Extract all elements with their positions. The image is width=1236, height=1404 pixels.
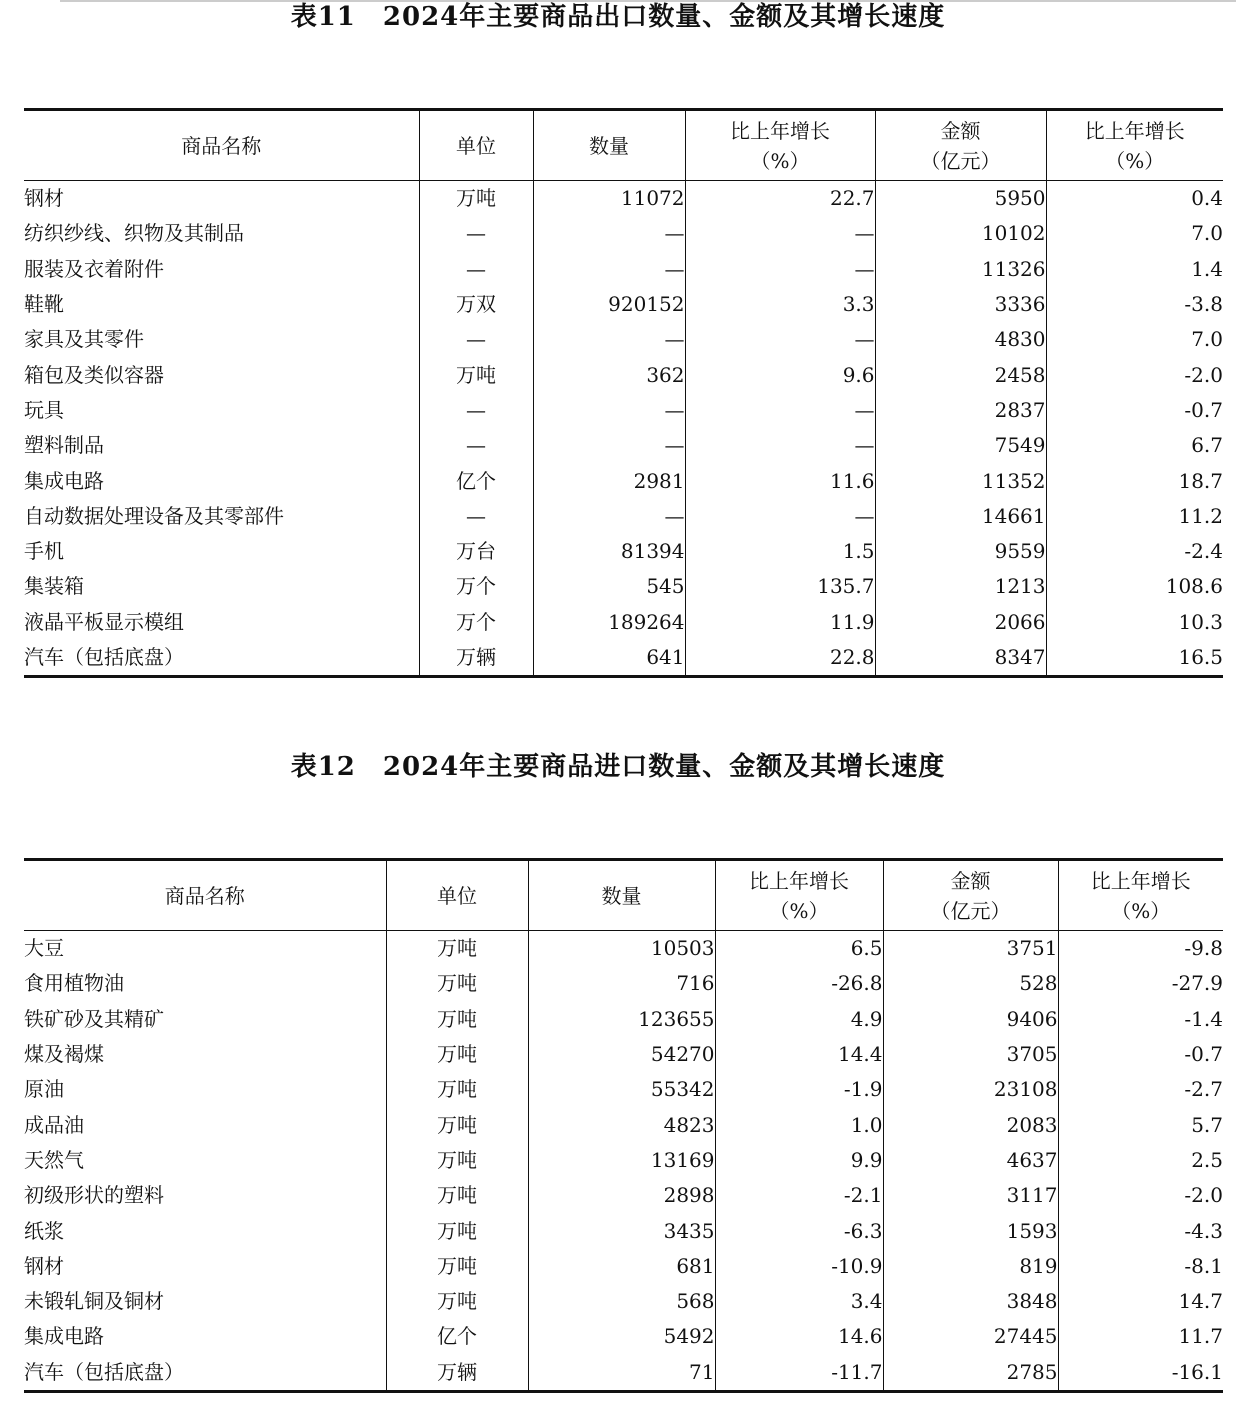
cell-amt-growth: -2.7 — [1058, 1072, 1223, 1107]
cell-name: 服装及衣着附件 — [24, 256, 164, 281]
cell-unit: — — [419, 322, 533, 357]
cell-quantity: — — [533, 216, 685, 251]
cell-amt-growth: 14.7 — [1058, 1284, 1223, 1319]
cell-amt-growth: 1.4 — [1046, 252, 1223, 287]
cell-amt-growth: 18.7 — [1046, 463, 1223, 498]
cell-quantity: 11072 — [533, 181, 685, 217]
header-name: 商品名称 — [24, 860, 386, 931]
cell-unit: — — [419, 499, 533, 534]
cell-qty-growth: — — [685, 393, 875, 428]
cell-amt-growth: -2.4 — [1046, 534, 1223, 569]
table-row — [24, 534, 1223, 569]
cell-qty-growth: — — [685, 216, 875, 251]
cell-unit: 万吨 — [386, 966, 528, 1001]
cell-quantity: 2898 — [528, 1178, 715, 1213]
cell-amount: 1213 — [875, 569, 1046, 604]
cell-quantity: 641 — [533, 640, 685, 677]
header-qty-growth — [715, 860, 883, 931]
cell-name: 集成电路 — [24, 468, 104, 493]
cell-amount: 7549 — [875, 428, 1046, 463]
cell-unit: 万吨 — [386, 931, 528, 967]
cell-unit: — — [419, 428, 533, 463]
cell-unit: — — [419, 252, 533, 287]
table-row — [24, 216, 1223, 251]
header-qty-growth-line2: （%） — [769, 898, 829, 923]
cell-quantity: 54270 — [528, 1037, 715, 1072]
table-row — [24, 322, 1223, 357]
table-header-row — [24, 110, 1223, 181]
cell-amount: 9559 — [875, 534, 1046, 569]
table-row — [24, 499, 1223, 534]
cell-amt-growth: 6.7 — [1046, 428, 1223, 463]
cell-unit: 万吨 — [386, 1284, 528, 1319]
cell-name: 钢材 — [24, 1253, 64, 1278]
cell-amount: 11326 — [875, 252, 1046, 287]
cell-qty-growth: 22.8 — [685, 640, 875, 677]
cell-quantity: 123655 — [528, 1002, 715, 1037]
cell-amt-growth: 11.7 — [1058, 1319, 1223, 1354]
cell-name: 未锻轧铜及铜材 — [24, 1289, 164, 1314]
cell-name: 手机 — [24, 539, 64, 564]
cell-quantity: 3435 — [528, 1213, 715, 1248]
cell-amount: 5950 — [875, 181, 1046, 217]
cell-name: 塑料制品 — [24, 433, 104, 458]
cell-quantity: 568 — [528, 1284, 715, 1319]
cell-amt-growth: -1.4 — [1058, 1002, 1223, 1037]
cell-qty-growth: — — [685, 252, 875, 287]
table-row — [24, 1107, 1223, 1142]
cell-amt-growth: -16.1 — [1058, 1355, 1223, 1392]
header-amt-growth-line1: 比上年增长 — [1090, 868, 1191, 893]
cell-unit: 亿个 — [419, 463, 533, 498]
cell-unit: 万吨 — [386, 1107, 528, 1142]
cell-quantity: — — [533, 499, 685, 534]
cell-quantity: 55342 — [528, 1072, 715, 1107]
cell-quantity: 71 — [528, 1355, 715, 1392]
cell-amt-growth: -9.8 — [1058, 931, 1223, 967]
table-row — [24, 931, 1223, 967]
cell-unit: — — [419, 393, 533, 428]
cell-amount: 3848 — [883, 1284, 1058, 1319]
cell-unit: 万吨 — [419, 181, 533, 217]
header-amount-line2: （亿元） — [930, 898, 1011, 923]
cell-unit: 万吨 — [419, 357, 533, 392]
table-row — [24, 252, 1223, 287]
cell-qty-growth: 6.5 — [715, 931, 883, 967]
cell-amount: 14661 — [875, 499, 1046, 534]
header-qty-growth-line1: 比上年增长 — [749, 868, 849, 893]
cell-unit: 万吨 — [386, 1213, 528, 1248]
cell-qty-growth: 3.3 — [685, 287, 875, 322]
cell-name: 成品油 — [24, 1112, 84, 1137]
cell-amt-growth: -0.7 — [1046, 393, 1223, 428]
cell-amount: 3117 — [883, 1178, 1058, 1213]
cell-qty-growth: 11.6 — [685, 463, 875, 498]
table-row — [24, 1284, 1223, 1319]
header-amt-growth — [1058, 860, 1223, 931]
table-row — [24, 287, 1223, 322]
cell-amt-growth: -27.9 — [1058, 966, 1223, 1001]
cell-amt-growth: 16.5 — [1046, 640, 1223, 677]
cell-amt-growth: -0.7 — [1058, 1037, 1223, 1072]
cell-amount: 3751 — [883, 931, 1058, 967]
cell-quantity: 545 — [533, 569, 685, 604]
cell-amt-growth: 11.2 — [1046, 499, 1223, 534]
cell-amount: 3705 — [883, 1037, 1058, 1072]
cell-amt-growth: 5.7 — [1058, 1107, 1223, 1142]
cell-unit: — — [419, 216, 533, 251]
header-name: 商品名称 — [24, 110, 419, 181]
cell-qty-growth: 14.4 — [715, 1037, 883, 1072]
table-row — [24, 181, 1223, 217]
cell-quantity: 5492 — [528, 1319, 715, 1354]
cell-quantity: 13169 — [528, 1143, 715, 1178]
cell-amt-growth: -4.3 — [1058, 1213, 1223, 1248]
cell-quantity: 2981 — [533, 463, 685, 498]
table-row — [24, 1002, 1223, 1037]
table-row — [24, 1037, 1223, 1072]
cell-amt-growth: -3.8 — [1046, 287, 1223, 322]
cell-amount: 11352 — [875, 463, 1046, 498]
table-row — [24, 393, 1223, 428]
cell-qty-growth: 11.9 — [685, 605, 875, 640]
cell-quantity: — — [533, 428, 685, 463]
cell-name: 汽车（包括底盘） — [24, 640, 419, 677]
header-amt-growth-line2: （%） — [1111, 898, 1171, 923]
cell-amount: 4637 — [883, 1143, 1058, 1178]
cell-amt-growth: -2.0 — [1046, 357, 1223, 392]
cell-amt-growth: -8.1 — [1058, 1249, 1223, 1284]
cell-amount: 1593 — [883, 1213, 1058, 1248]
cell-name: 自动数据处理设备及其零部件 — [24, 503, 284, 528]
cell-quantity: — — [533, 252, 685, 287]
cell-amount: 8347 — [875, 640, 1046, 677]
cell-name: 汽车（包括底盘） — [24, 1355, 386, 1392]
cell-name: 纺织纱线、织物及其制品 — [24, 221, 244, 246]
cell-qty-growth: -2.1 — [715, 1178, 883, 1213]
cell-unit: 万吨 — [386, 1072, 528, 1107]
table12-title: 表12 2024年主要商品进口数量、金额及其增长速度 — [290, 752, 946, 782]
cell-name: 初级形状的塑料 — [24, 1183, 164, 1208]
cell-amt-growth: 7.0 — [1046, 216, 1223, 251]
cell-qty-growth: -10.9 — [715, 1249, 883, 1284]
header-amount — [883, 860, 1058, 931]
cell-amt-growth: 0.4 — [1046, 181, 1223, 217]
table-row — [24, 1249, 1223, 1284]
cell-name: 食用植物油 — [24, 971, 124, 996]
header-amt-growth-line1: 比上年增长 — [1084, 118, 1185, 143]
cell-amount: 2083 — [883, 1107, 1058, 1142]
cell-amount: 3336 — [875, 287, 1046, 322]
header-qty-growth-line1: 比上年增长 — [730, 118, 830, 143]
cell-name: 集成电路 — [24, 1324, 104, 1349]
cell-amount: 2458 — [875, 357, 1046, 392]
cell-quantity: 10503 — [528, 931, 715, 967]
table-row — [24, 1178, 1223, 1213]
cell-amount: 2066 — [875, 605, 1046, 640]
table-row — [24, 640, 1223, 677]
table-row — [24, 966, 1223, 1001]
header-amt-growth — [1046, 110, 1223, 181]
table-row — [24, 463, 1223, 498]
table-row — [24, 1143, 1223, 1178]
header-amt-growth-line2: （%） — [1105, 148, 1165, 173]
cell-unit: 万吨 — [386, 1249, 528, 1284]
table-row — [24, 605, 1223, 640]
cell-quantity: 362 — [533, 357, 685, 392]
cell-qty-growth: 135.7 — [685, 569, 875, 604]
cell-qty-growth: — — [685, 428, 875, 463]
cell-amt-growth: 108.6 — [1046, 569, 1223, 604]
cell-name: 玩具 — [24, 397, 64, 422]
cell-name: 煤及褐煤 — [24, 1042, 104, 1067]
header-amount-line2: （亿元） — [920, 148, 1001, 173]
cell-amt-growth: -2.0 — [1058, 1178, 1223, 1213]
cell-quantity: 81394 — [533, 534, 685, 569]
header-amount-line1: 金额 — [940, 118, 981, 143]
cell-qty-growth: 14.6 — [715, 1319, 883, 1354]
cell-unit: 万吨 — [386, 1002, 528, 1037]
header-qty-growth — [685, 110, 875, 181]
cell-quantity: 4823 — [528, 1107, 715, 1142]
cell-qty-growth: 9.6 — [685, 357, 875, 392]
export-table — [24, 108, 1223, 678]
cell-unit: 万吨 — [386, 1178, 528, 1213]
cell-amount: 23108 — [883, 1072, 1058, 1107]
cell-unit: 万个 — [419, 569, 533, 604]
cell-quantity: 716 — [528, 966, 715, 1001]
cell-amount: 819 — [883, 1249, 1058, 1284]
table-row — [24, 1319, 1223, 1354]
header-quantity: 数量 — [533, 110, 685, 181]
header-unit: 单位 — [419, 110, 533, 181]
table-row — [24, 428, 1223, 463]
cell-amt-growth: 10.3 — [1046, 605, 1223, 640]
cell-name: 铁矿砂及其精矿 — [24, 1006, 164, 1031]
header-qty-growth-line2: （%） — [750, 148, 810, 173]
cell-name: 鞋靴 — [24, 292, 64, 317]
cell-qty-growth: — — [685, 322, 875, 357]
table-row — [24, 1355, 1223, 1392]
cell-unit: 万辆 — [386, 1355, 528, 1392]
cell-unit: 万吨 — [386, 1037, 528, 1072]
cell-name: 家具及其零件 — [24, 327, 144, 352]
cell-quantity: — — [533, 322, 685, 357]
table-row — [24, 569, 1223, 604]
header-amount-line1: 金额 — [950, 868, 991, 893]
cell-qty-growth: 9.9 — [715, 1143, 883, 1178]
cell-qty-growth: -1.9 — [715, 1072, 883, 1107]
cell-amount: 4830 — [875, 322, 1046, 357]
cell-quantity: 681 — [528, 1249, 715, 1284]
cell-amt-growth: 2.5 — [1058, 1143, 1223, 1178]
cell-qty-growth: -26.8 — [715, 966, 883, 1001]
cell-amount: 2837 — [875, 393, 1046, 428]
cell-quantity: 920152 — [533, 287, 685, 322]
header-quantity: 数量 — [528, 860, 715, 931]
header-amount — [875, 110, 1046, 181]
cell-unit: 万双 — [419, 287, 533, 322]
cell-name: 原油 — [24, 1077, 64, 1102]
cell-name: 箱包及类似容器 — [24, 362, 164, 387]
cell-quantity: 189264 — [533, 605, 685, 640]
table-row — [24, 357, 1223, 392]
cell-unit: 万辆 — [419, 640, 533, 677]
cell-name: 液晶平板显示模组 — [24, 609, 184, 634]
cell-qty-growth: — — [685, 499, 875, 534]
header-unit: 单位 — [386, 860, 528, 931]
cell-name: 大豆 — [24, 936, 64, 961]
import-table — [24, 858, 1223, 1393]
cell-name: 天然气 — [24, 1147, 84, 1172]
cell-unit: 亿个 — [386, 1319, 528, 1354]
cell-qty-growth: -11.7 — [715, 1355, 883, 1392]
cell-qty-growth: 1.0 — [715, 1107, 883, 1142]
cell-amount: 2785 — [883, 1355, 1058, 1392]
cell-amount: 27445 — [883, 1319, 1058, 1354]
cell-amount: 9406 — [883, 1002, 1058, 1037]
cell-qty-growth: 22.7 — [685, 181, 875, 217]
cell-unit: 万吨 — [386, 1143, 528, 1178]
cell-amt-growth: 7.0 — [1046, 322, 1223, 357]
cell-name: 集装箱 — [24, 574, 84, 599]
cell-qty-growth: -6.3 — [715, 1213, 883, 1248]
cell-amount: 528 — [883, 966, 1058, 1001]
cell-name: 纸浆 — [24, 1218, 64, 1243]
cell-qty-growth: 1.5 — [685, 534, 875, 569]
cell-qty-growth: 3.4 — [715, 1284, 883, 1319]
cell-name: 钢材 — [24, 186, 64, 211]
table11-title: 表11 2024年主要商品出口数量、金额及其增长速度 — [290, 2, 946, 32]
cell-unit: 万台 — [419, 534, 533, 569]
cell-unit: 万个 — [419, 605, 533, 640]
cell-quantity: — — [533, 393, 685, 428]
cell-qty-growth: 4.9 — [715, 1002, 883, 1037]
cell-amount: 10102 — [875, 216, 1046, 251]
table-header-row — [24, 860, 1223, 931]
table-row — [24, 1072, 1223, 1107]
table-row — [24, 1213, 1223, 1248]
